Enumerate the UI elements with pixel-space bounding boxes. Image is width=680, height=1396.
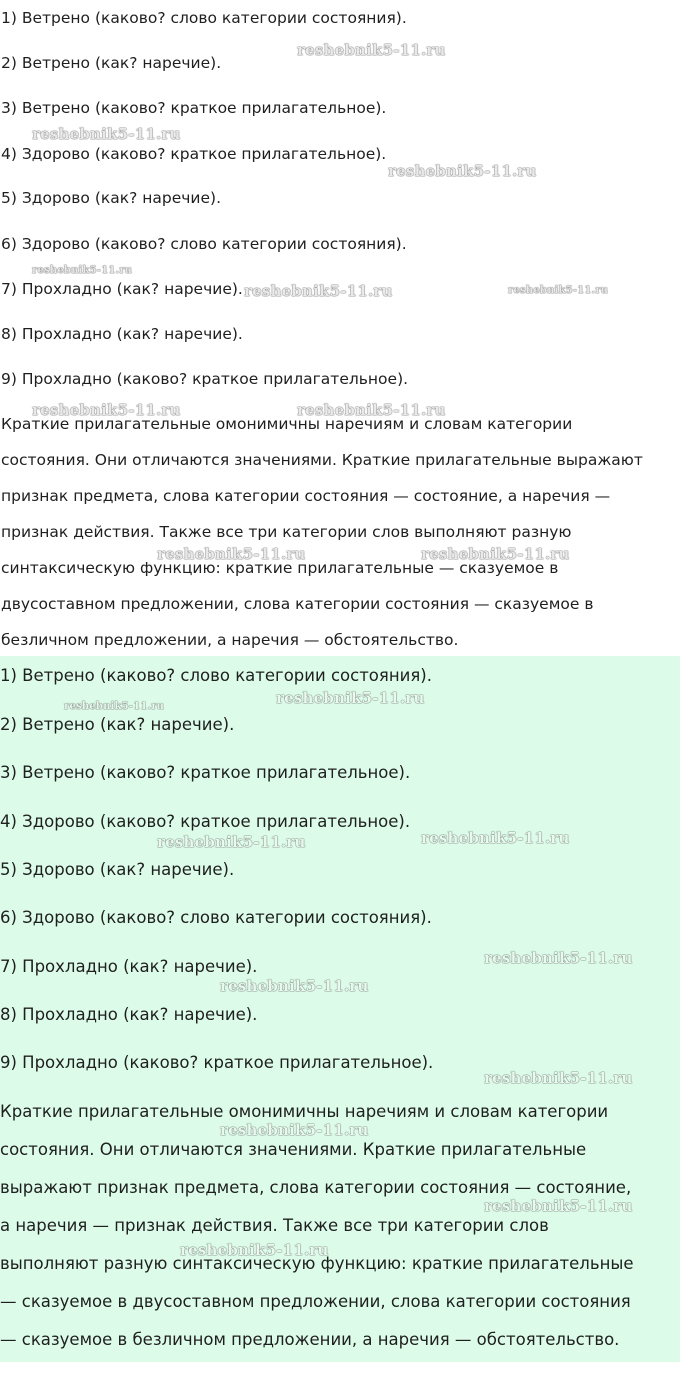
explanation-line: Краткие прилагательные омонимичны наречиям и словам категории [0, 1102, 609, 1121]
watermark: reshebnik5-11.ru [484, 1069, 633, 1087]
answer-item-8: 8) Прохладно (как? наречие). [1, 325, 243, 343]
explanation-line: состояния. Они отличаются значениями. Краткие прилагательные [0, 1140, 587, 1159]
answer-item-9: 9) Прохладно (каково? краткое прилагательное). [0, 1053, 434, 1072]
explanation-line: двусоставном предложении, слова категории состояния — сказуемое в [1, 595, 594, 613]
watermark: reshebnik5-11.ru [484, 949, 633, 967]
answer-item-2: 2) Ветрено (как? наречие). [1, 54, 222, 72]
explanation-line: безличном предложении, а наречия — обстоятельство. [1, 631, 459, 649]
watermark: reshebnik5-11.ru [157, 545, 306, 563]
answer-item-6: 6) Здорово (каково? слово категории состояния). [0, 908, 432, 927]
watermark: reshebnik5-11.ru [220, 1121, 369, 1139]
answer-item-5: 5) Здорово (как? наречие). [0, 860, 235, 879]
answer-item-4: 4) Здорово (каково? краткое прилагательное). [0, 812, 411, 831]
answer-item-4: 4) Здорово (каково? краткое прилагательное). [1, 145, 387, 163]
watermark: reshebnik5-11.ru [484, 1197, 633, 1215]
watermark: reshebnik5-11.ru [32, 265, 133, 276]
watermark: reshebnik5-11.ru [388, 162, 537, 180]
watermark: reshebnik5-11.ru [276, 689, 425, 707]
answer-item-7: 7) Прохладно (как? наречие). [1, 280, 243, 298]
answer-block-highlighted [0, 656, 680, 1362]
explanation-line: признак предмета, слова категории состояния — состояние, а наречия — [1, 487, 611, 505]
answer-item-9: 9) Прохладно (каково? краткое прилагательное). [1, 370, 409, 388]
answer-item-6: 6) Здорово (каково? слово категории состояния). [1, 235, 407, 253]
answer-item-3: 3) Ветрено (каково? краткое прилагательное). [0, 763, 411, 782]
answer-item-7: 7) Прохладно (как? наречие). [0, 957, 258, 976]
watermark: reshebnik5-11.ru [64, 701, 165, 712]
watermark: reshebnik5-11.ru [508, 285, 609, 296]
explanation-line: выражают признак предмета, слова категории состояния — состояние, [0, 1178, 632, 1197]
answer-item-5: 5) Здорово (как? наречие). [1, 189, 222, 207]
explanation-line: — сказуемое в безличном предложении, а наречия — обстоятельство. [0, 1330, 620, 1349]
watermark: reshebnik5-11.ru [32, 125, 181, 143]
answer-item-1: 1) Ветрено (каково? слово категории состояния). [0, 666, 432, 685]
answer-item-8: 8) Прохладно (как? наречие). [0, 1005, 258, 1024]
answer-item-2: 2) Ветрено (как? наречие). [0, 715, 235, 734]
watermark: reshebnik5-11.ru [180, 1241, 329, 1259]
watermark: reshebnik5-11.ru [297, 401, 446, 419]
watermark: reshebnik5-11.ru [421, 545, 570, 563]
watermark: reshebnik5-11.ru [244, 282, 393, 300]
watermark: reshebnik5-11.ru [220, 977, 369, 995]
watermark: reshebnik5-11.ru [32, 401, 181, 419]
explanation-line: синтаксическую функцию: краткие прилагательные — сказуемое в [1, 559, 559, 577]
explanation-line: — сказуемое в двусоставном предложении, слова категории состояния [0, 1292, 631, 1311]
explanation-line: выполняют разную синтаксическую функцию: краткие прилагательные [0, 1254, 634, 1273]
explanation-line: признак действия. Также все три категории слов выполняют разную [1, 523, 572, 541]
explanation-line: Краткие прилагательные омонимичны наречиям и словам категории [1, 415, 573, 433]
explanation-line: а наречия — признак действия. Также все три категории слов [0, 1216, 549, 1235]
explanation-line: состояния. Они отличаются значениями. Краткие прилагательные выражают [1, 451, 643, 469]
answer-item-3: 3) Ветрено (каково? краткое прилагательное). [1, 99, 387, 117]
answer-item-1: 1) Ветрено (каково? слово категории состояния). [1, 9, 407, 27]
watermark: reshebnik5-11.ru [297, 41, 446, 59]
watermark: reshebnik5-11.ru [421, 829, 570, 847]
watermark: reshebnik5-11.ru [157, 833, 306, 851]
answer-block-plain [0, 0, 680, 656]
